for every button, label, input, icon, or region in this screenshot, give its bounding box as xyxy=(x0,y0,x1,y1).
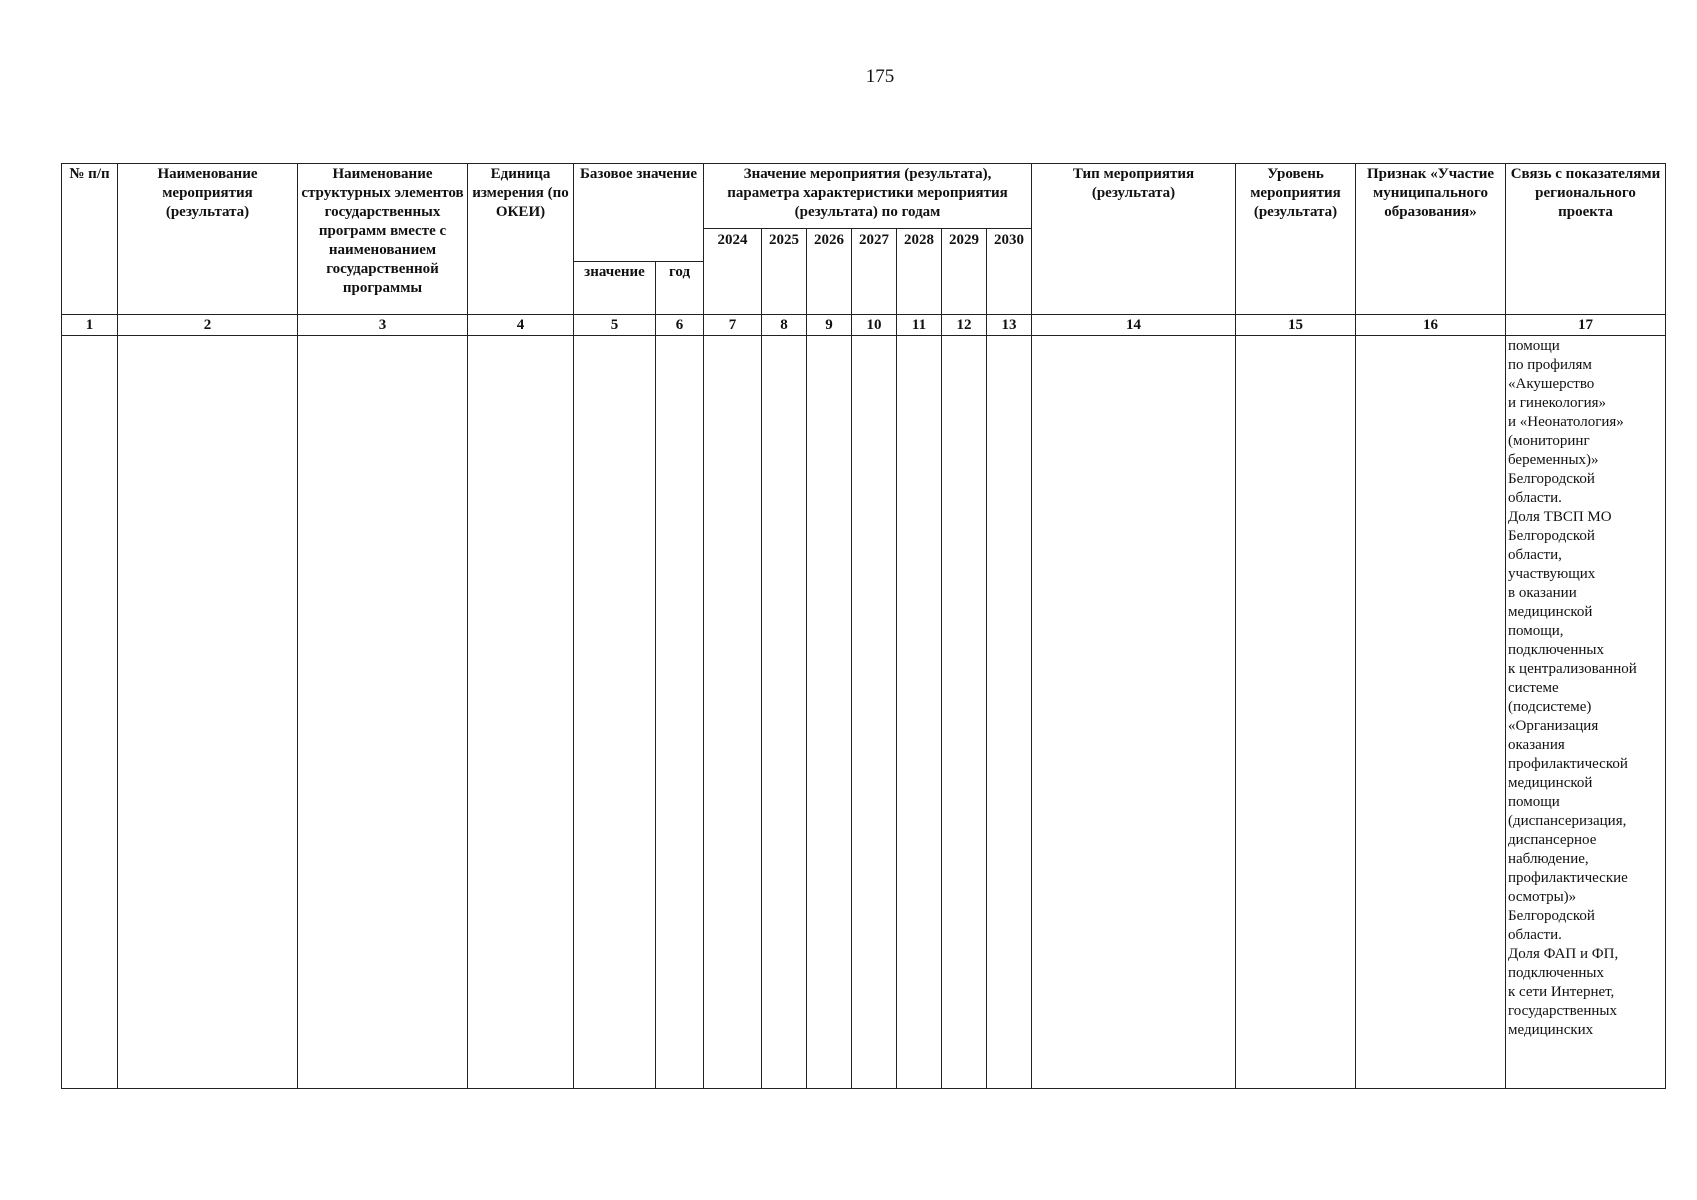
text-line: помощи xyxy=(1508,793,1560,810)
header-base-value: Базовое значение xyxy=(574,164,704,262)
cell-col-12 xyxy=(942,335,987,1088)
header-year-2025: 2025 xyxy=(762,229,807,262)
cell-col-7 xyxy=(704,335,762,1088)
header-col-3: Наименование структурных элементов государственных программ вместе с наименованием государственной программы xyxy=(298,164,468,315)
column-number: 6 xyxy=(656,314,704,335)
column-number: 9 xyxy=(807,314,852,335)
header-col-1: № п/п xyxy=(62,164,118,315)
column-number: 8 xyxy=(762,314,807,335)
text-line: медицинской xyxy=(1508,774,1593,791)
column-number: 5 xyxy=(574,314,656,335)
text-line: Доля ТВСП МО xyxy=(1508,508,1612,525)
header-col-5: значение xyxy=(574,261,656,314)
text-line: Белгородской xyxy=(1508,527,1595,544)
text-line: области, xyxy=(1508,546,1562,563)
column-number: 17 xyxy=(1506,314,1666,335)
text-line: «Акушерство xyxy=(1508,375,1595,392)
cell-col-9 xyxy=(807,335,852,1088)
cell-col-16 xyxy=(1356,335,1506,1088)
text-line: наблюдение, xyxy=(1508,850,1589,867)
header-row-1 xyxy=(62,164,1666,229)
text-line: (подсистеме) xyxy=(1508,698,1592,715)
text-line: диспансерное xyxy=(1508,831,1597,848)
header-year-2026: 2026 xyxy=(807,229,852,262)
text-line: подключенных xyxy=(1508,964,1604,981)
column-number: 16 xyxy=(1356,314,1506,335)
column-number: 15 xyxy=(1236,314,1356,335)
text-line: в оказании xyxy=(1508,584,1577,601)
text-line: профилактической xyxy=(1508,755,1628,772)
header-col-17: Связь с показателями регионального проекта xyxy=(1506,164,1666,315)
cell-col-15 xyxy=(1236,335,1356,1088)
cell-col-11 xyxy=(897,335,942,1088)
text-line: помощи, xyxy=(1508,622,1564,639)
column-number: 12 xyxy=(942,314,987,335)
cell-col-6 xyxy=(656,335,704,1088)
text-line: (мониторинг xyxy=(1508,432,1590,449)
text-line: к централизованной xyxy=(1508,660,1637,677)
page-number: 175 xyxy=(865,66,895,87)
header-col-2: Наименование мероприятия (результата) xyxy=(118,164,298,315)
cell-col-2 xyxy=(118,335,298,1088)
column-number: 11 xyxy=(897,314,942,335)
text-line: и «Неонатология» xyxy=(1508,413,1624,430)
text-line: области. xyxy=(1508,926,1562,943)
header-col-16: Признак «Участие муниципального образования» xyxy=(1356,164,1506,315)
cell-col-5 xyxy=(574,335,656,1088)
column-number: 3 xyxy=(298,314,468,335)
header-col-15: Уровень мероприятия (результата) xyxy=(1236,164,1356,315)
column-number: 7 xyxy=(704,314,762,335)
header-col-6: год xyxy=(656,261,704,314)
column-number: 2 xyxy=(118,314,298,335)
text-line: осмотры)» xyxy=(1508,888,1577,905)
cell-col-14 xyxy=(1032,335,1236,1088)
text-line: системе xyxy=(1508,679,1559,696)
text-line: Белгородской xyxy=(1508,907,1595,924)
text-line: медицинских xyxy=(1508,1021,1594,1038)
header-year-2027: 2027 xyxy=(852,229,897,262)
cell-col-8 xyxy=(762,335,807,1088)
header-year-2024: 2024 xyxy=(704,229,762,262)
header-values-by-year: Значение мероприятия (результата), параметра характеристики мероприятия (результата) по годам xyxy=(704,164,1032,229)
cell-col-4 xyxy=(468,335,574,1088)
text-line: и гинекология» xyxy=(1508,394,1607,411)
cell-col-13 xyxy=(987,335,1032,1088)
text-line: к сети Интернет, xyxy=(1508,983,1615,1000)
header-year-2030: 2030 xyxy=(987,229,1032,262)
text-line: (диспансеризация, xyxy=(1508,812,1627,829)
column-number: 10 xyxy=(852,314,897,335)
measures-table xyxy=(61,163,1666,1089)
table-row xyxy=(62,335,1666,1088)
text-line: участвующих xyxy=(1508,565,1596,582)
text-line: Белгородской xyxy=(1508,470,1595,487)
column-number-row xyxy=(62,314,1666,335)
header-col-14: Тип мероприятия (результата) xyxy=(1032,164,1236,315)
text-line: профилактические xyxy=(1508,869,1628,886)
text-line: государственных xyxy=(1508,1002,1617,1019)
text-line: Доля ФАП и ФП, xyxy=(1508,945,1619,962)
cell-col-10 xyxy=(852,335,897,1088)
header-year-2028: 2028 xyxy=(897,229,942,262)
column-number: 14 xyxy=(1032,314,1236,335)
text-line: по профилям xyxy=(1508,356,1592,373)
text-line: медицинской xyxy=(1508,603,1593,620)
text-line: области. xyxy=(1508,489,1562,506)
cell-col-3 xyxy=(298,335,468,1088)
cell-col-17-regional-indicators xyxy=(1506,335,1666,1088)
text-line: беременных)» xyxy=(1508,451,1599,468)
header-year-2029: 2029 xyxy=(942,229,987,262)
cell-col-1 xyxy=(62,335,118,1088)
column-number: 13 xyxy=(987,314,1032,335)
column-number: 4 xyxy=(468,314,574,335)
header-col-4: Единица измерения (по ОКЕИ) xyxy=(468,164,574,315)
text-line: «Организация xyxy=(1508,717,1599,734)
text-line: подключенных xyxy=(1508,641,1604,658)
column-number: 1 xyxy=(62,314,118,335)
text-line: оказания xyxy=(1508,736,1565,753)
text-line: помощи xyxy=(1508,337,1560,354)
